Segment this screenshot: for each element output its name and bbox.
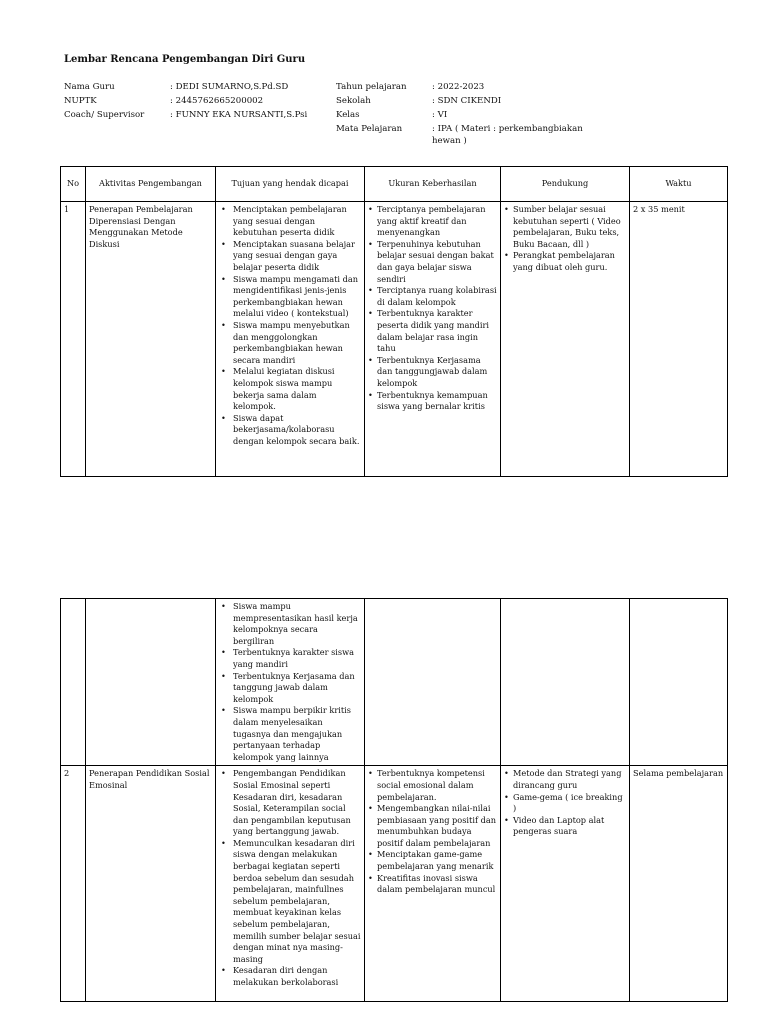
list-item: • Melalui kegiatan diskusi kelompok siswa mampu bekerja sama dalam kelompok. [219,366,361,412]
goal-cell [216,599,365,766]
list-item: • Terbentuknya kompetensi social emosional dalam pembelajaran. [368,768,497,803]
list-item: • Siswa mampu berpikir kritis dalam menyelesaikan tugasnya dan mengajukan pertanyaan terhadap kelompok yang lainnya [219,705,361,763]
info-label-name: Nama Guru [64,82,115,92]
info-value-nuptk: : 2445762665200002 [170,96,264,106]
list-item: • Siswa mampu mempresentasikan hasil kerja kelompoknya secara bergiliran [219,601,361,647]
list-item: • Menciptakan game-game pembelajaran yang menarik [368,849,497,872]
list-item: • Terbentuknya karakter siswa yang mandiri [219,647,361,670]
info-label-supervisor: Coach/ Supervisor [64,110,145,120]
list-item: • Terciptanya ruang kolabirasi di dalam kelompok [368,285,497,308]
header-activity: Aktivitas Pengembangan [86,167,216,202]
development-plan-table-continued [60,598,728,1002]
info-value-subject-cont: hewan ) [432,136,467,146]
activity-cell [86,599,216,766]
teacher-info [64,80,307,122]
info-value-year: : 2022-2023 [432,82,485,92]
activity-cell: Penerapan Pendidikan Sosial Emosinal [86,766,216,1002]
list-item: • Video dan Laptop alat pengeras suara [504,815,626,838]
class-info [336,80,583,146]
success-measure-cell [365,599,501,766]
list-item: • Menciptakan suasana belajar yang sesuai dengan gaya belajar peserta didik [219,239,361,274]
list-item: • Mengembangkan nilai-nilai pembiasaan yang positif dan menumbuhkan budaya positif dalam pembelajaran [368,803,497,849]
info-value-subject: : IPA ( Materi : perkembangbiakan [432,124,583,134]
info-label-subject: Mata Pelajaran [336,124,403,134]
info-value-supervisor: : FUNNY EKA NURSANTI,S.Psi [170,110,308,120]
info-label-year: Tahun pelajaran [336,82,407,92]
time-cell: Selama pembelajaran [630,766,728,1002]
list-item: • Sumber belajar sesuai kebutuhan seperti ( Video pembelajaran, Buku teks, Buku Bacaan, dll ) [504,204,626,250]
table-row [61,202,728,477]
header-no: No [61,167,86,202]
header-support: Pendukung [501,167,630,202]
time-cell: 2 x 35 menit [630,202,728,477]
list-item: • Siswa dapat bekerjasama/kolaborasu dengan kelompok secara baik. [219,413,361,448]
list-item: • Terciptanya pembelajaran yang aktif kreatif dan menyenangkan [368,204,497,239]
info-value-class: : VI [432,110,448,120]
table-row [61,599,728,766]
info-label-nuptk: NUPTK [64,96,97,106]
header-goal: Tujuan yang hendak dicapai [216,167,365,202]
list-item: • Siswa mampu menyebutkan dan menggolongkan perkembangbiakan hewan secara mandiri [219,320,361,366]
list-item: • Pengembangan Pendidikan Sosial Emosinal seperti Kesadaran diri, kesadaran Sosial, Keterampilan social dan pengambilan keputusan yang bertanggung jawab. [219,768,361,838]
activity-cell: Penerapan Pembelajaran Diperensiasi Dengan Menggunakan Metode Diskusi [86,202,216,477]
support-cell [501,766,630,1002]
info-value-school: : SDN CIKENDI [432,96,502,106]
info-value-name: : DEDI SUMARNO,S.Pd.SD [170,82,289,92]
success-measure-cell [365,766,501,1002]
header-time: Waktu [630,167,728,202]
table-row [61,766,728,1002]
table-header-row [61,167,728,202]
list-item: • Perangkat pembelajaran yang dibuat oleh guru. [504,250,626,273]
row-number [61,599,86,766]
row-number: 1 [61,202,86,477]
support-cell [501,202,630,477]
support-cell [501,599,630,766]
time-cell [630,599,728,766]
document-title: Lembar Rencana Pengembangan Diri Guru [64,54,306,65]
list-item: • Menciptakan pembelajaran yang sesuai dengan kebutuhan peserta didik [219,204,361,239]
list-item: • Kesadaran diri dengan melakukan berkolaborasi [219,965,361,988]
list-item: • Terbentuknya kemampuan siswa yang bernalar kritis [368,390,497,413]
header-success-measure: Ukuran Keberhasilan [365,167,501,202]
info-label-school: Sekolah [336,96,371,106]
success-measure-cell [365,202,501,477]
list-item: • Siswa mampu mengamati dan mengidentifikasi jenis-jenis perkembangbiakan hewan melalui video ( kontekstual) [219,274,361,320]
list-item: • Memunculkan kesadaran diri siswa dengan melakukan berbagai kegiatan seperti berdoa sebelum dan sesudah pembelajaran, mainfullnes sebelum pembelajaran, membuat keyakinan kelas sebelum pembelajaran, memilih sumber belajar sesuai dengan minat nya masing-masing [219,838,361,966]
list-item: • Terbentuknya karakter peserta didik yang mandiri dalam belajar rasa ingin tahu [368,308,497,354]
list-item: • Game-gema ( ice breaking ) [504,792,626,815]
row-number: 2 [61,766,86,1002]
list-item: • Metode dan Strategi yang dirancang guru [504,768,626,791]
list-item: • Terbentuknya Kerjasama dan tanggungjawab dalam kelompok [368,355,497,390]
goal-cell [216,766,365,1002]
development-plan-table [60,166,728,477]
list-item: • Kreatifitas inovasi siswa dalam pembelajaran muncul [368,873,497,896]
list-item: • Terbentuknya Kerjasama dan tanggung jawab dalam kelompok [219,671,361,706]
info-label-class: Kelas [336,110,360,120]
goal-cell [216,202,365,477]
list-item: • Terpenuhinya kebutuhan belajar sesuai dengan bakat dan gaya belajar siswa sendiri [368,239,497,285]
